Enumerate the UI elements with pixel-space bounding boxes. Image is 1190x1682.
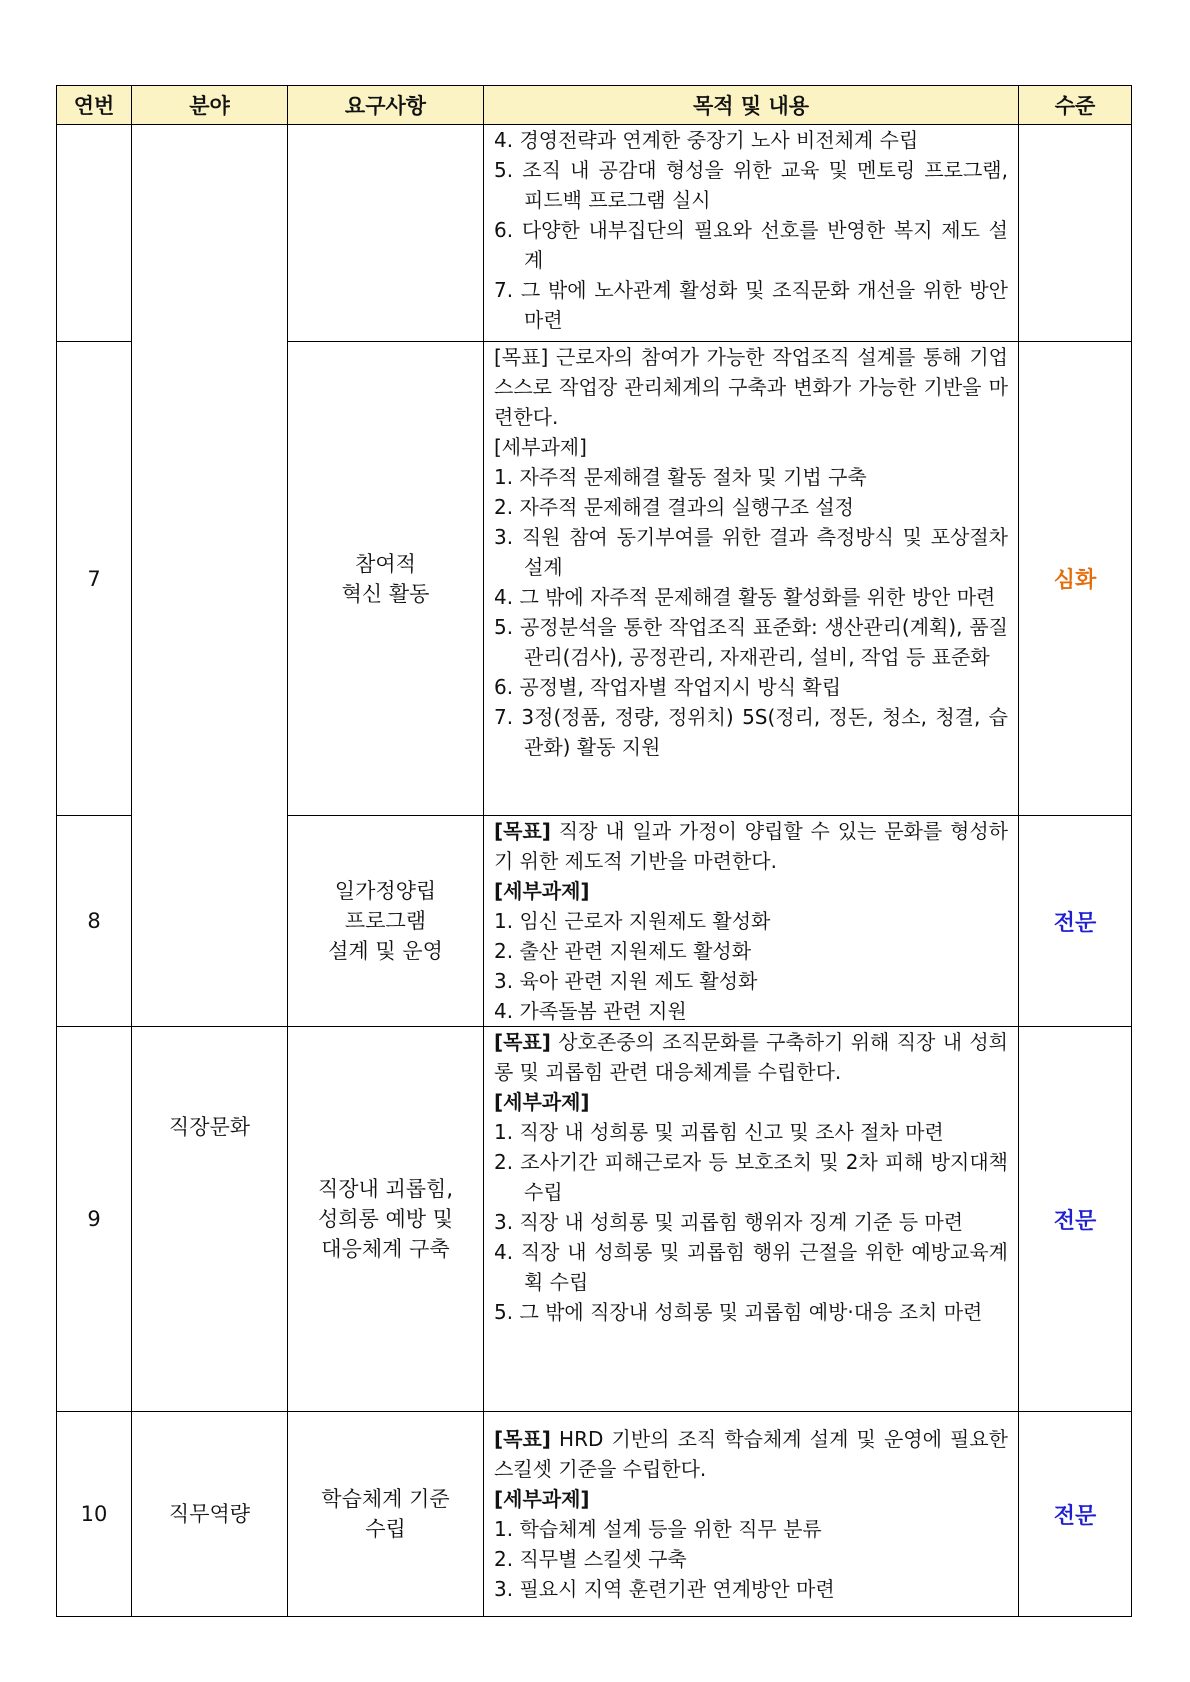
list-item: 5. 공정분석을 통한 작업조직 표준화: 생산관리(계획), 품질관리(검사), 공정관리, 자재관리, 설비, 작업 등 표준화 bbox=[494, 615, 1008, 669]
cell-requirement: 학습체계 기준 수립 bbox=[288, 1412, 484, 1617]
header-level: 수준 bbox=[1019, 86, 1132, 125]
goal-text: 직장 내 일과 가정이 양립할 수 있는 문화를 형성하기 위한 제도적 기반을 마련한다. bbox=[494, 819, 1008, 873]
cell-no: 7 bbox=[57, 342, 132, 816]
list-item: 2. 출산 관련 지원제도 활성화 bbox=[494, 939, 752, 963]
cell-requirement: 일가정양립 프로그램 설계 및 운영 bbox=[288, 816, 484, 1027]
goal-label: [목표] bbox=[494, 345, 549, 369]
header-requirement: 요구사항 bbox=[288, 86, 484, 125]
list-item: 4. 직장 내 성희롱 및 괴롭힘 행위 근절을 위한 예방교육계획 수립 bbox=[494, 1240, 1008, 1294]
cell-no: 8 bbox=[57, 816, 132, 1027]
cell-no: 10 bbox=[57, 1412, 132, 1617]
cell-content bbox=[484, 1412, 1019, 1617]
list-item: 2. 자주적 문제해결 결과의 실행구조 설정 bbox=[494, 495, 854, 519]
list-item: 7. 그 밖에 노사관계 활성화 및 조직문화 개선을 위한 방안 마련 bbox=[494, 278, 1008, 332]
cell-content bbox=[484, 125, 1019, 342]
list-item: 4. 경영전략과 연계한 중장기 노사 비전체계 수립 bbox=[494, 128, 919, 152]
list-item: 2. 직무별 스킬셋 구축 bbox=[494, 1547, 687, 1571]
list-item: 1. 학습체계 설계 등을 위한 직무 분류 bbox=[494, 1517, 822, 1541]
tasks-label: [세부과제] bbox=[494, 879, 590, 903]
cell-level: 전문 bbox=[1019, 816, 1132, 1027]
cell-requirement: 참여적 혁신 활동 bbox=[288, 342, 484, 816]
list-item: 4. 가족돌봄 관련 지원 bbox=[494, 999, 687, 1023]
cell-requirement: 직장내 괴롭힘, 성희롱 예방 및 대응체계 구축 bbox=[288, 1027, 484, 1412]
table-row-9 bbox=[57, 1027, 1132, 1412]
tasks-label: [세부과제] bbox=[494, 435, 587, 459]
goal-paragraph bbox=[494, 816, 1008, 876]
list-item: 6. 다양한 내부집단의 필요와 선호를 반영한 복지 제도 설계 bbox=[494, 218, 1008, 272]
goal-label: [목표] bbox=[494, 819, 551, 843]
list-item: 2. 조사기간 피해근로자 등 보호조치 및 2차 피해 방지대책 수립 bbox=[494, 1150, 1008, 1204]
cell-field: 직무역량 bbox=[132, 1412, 288, 1617]
table-row-10 bbox=[57, 1412, 1132, 1617]
tasks-label: [세부과제] bbox=[494, 1487, 590, 1511]
goal-text: 상호존중의 조직문화를 구축하기 위해 직장 내 성희롱 및 괴롭힘 관련 대응체계를 수립한다. bbox=[494, 1030, 1008, 1084]
cell-field: 직장문화 bbox=[132, 1027, 288, 1412]
list-item: 1. 임신 근로자 지원제도 활성화 bbox=[494, 909, 771, 933]
requirements-table bbox=[56, 85, 1132, 1617]
cell-level: 심화 bbox=[1019, 342, 1132, 816]
cell-content bbox=[484, 816, 1019, 1027]
list-item: 6. 공정별, 작업자별 작업지시 방식 확립 bbox=[494, 675, 842, 699]
list-item: 4. 그 밖에 자주적 문제해결 활동 활성화를 위한 방안 마련 bbox=[494, 585, 996, 609]
cell-level: 전문 bbox=[1019, 1412, 1132, 1617]
header-purpose: 목적 및 내용 bbox=[484, 86, 1019, 125]
list-item: 1. 직장 내 성희롱 및 괴롭힘 신고 및 조사 절차 마련 bbox=[494, 1120, 944, 1144]
list-item: 5. 그 밖에 직장내 성희롱 및 괴롭힘 예방·대응 조치 마련 bbox=[494, 1300, 983, 1324]
goal-paragraph bbox=[494, 342, 1008, 432]
goal-label: [목표] bbox=[494, 1427, 551, 1451]
cell-no: 9 bbox=[57, 1027, 132, 1412]
cell-field-empty bbox=[132, 125, 288, 1027]
cell-content bbox=[484, 1027, 1019, 1412]
table-row-continued bbox=[57, 125, 1132, 342]
cell-content bbox=[484, 342, 1019, 816]
goal-paragraph bbox=[494, 1424, 1008, 1484]
list-item: 3. 육아 관련 지원 제도 활성화 bbox=[494, 969, 758, 993]
list-item: 7. 3정(정품, 정량, 정위치) 5S(정리, 정돈, 청소, 청결, 습관화) 활동 지원 bbox=[494, 705, 1008, 759]
cell-no bbox=[57, 125, 132, 342]
list-item: 1. 자주적 문제해결 활동 절차 및 기법 구축 bbox=[494, 465, 867, 489]
cell-requirement bbox=[288, 125, 484, 342]
list-item: 3. 필요시 지역 훈련기관 연계방안 마련 bbox=[494, 1577, 835, 1601]
goal-text: 근로자의 참여가 가능한 작업조직 설계를 통해 기업 스스로 작업장 관리체계의 구축과 변화가 가능한 기반을 마련한다. bbox=[494, 345, 1008, 429]
goal-label: [목표] bbox=[494, 1030, 551, 1054]
goal-paragraph bbox=[494, 1027, 1008, 1087]
table-header-row bbox=[57, 86, 1132, 125]
list-item: 3. 직원 참여 동기부여를 위한 결과 측정방식 및 포상절차 설계 bbox=[494, 525, 1008, 579]
list-item: 3. 직장 내 성희롱 및 괴롭힘 행위자 징계 기준 등 마련 bbox=[494, 1210, 964, 1234]
header-no: 연번 bbox=[57, 86, 132, 125]
cell-level bbox=[1019, 125, 1132, 342]
cell-level: 전문 bbox=[1019, 1027, 1132, 1412]
tasks-label: [세부과제] bbox=[494, 1090, 590, 1114]
goal-text: HRD 기반의 조직 학습체계 설계 및 운영에 필요한 스킬셋 기준을 수립한다. bbox=[494, 1427, 1008, 1481]
list-item: 5. 조직 내 공감대 형성을 위한 교육 및 멘토링 프로그램, 피드백 프로그램 실시 bbox=[494, 158, 1008, 212]
header-field: 분야 bbox=[132, 86, 288, 125]
